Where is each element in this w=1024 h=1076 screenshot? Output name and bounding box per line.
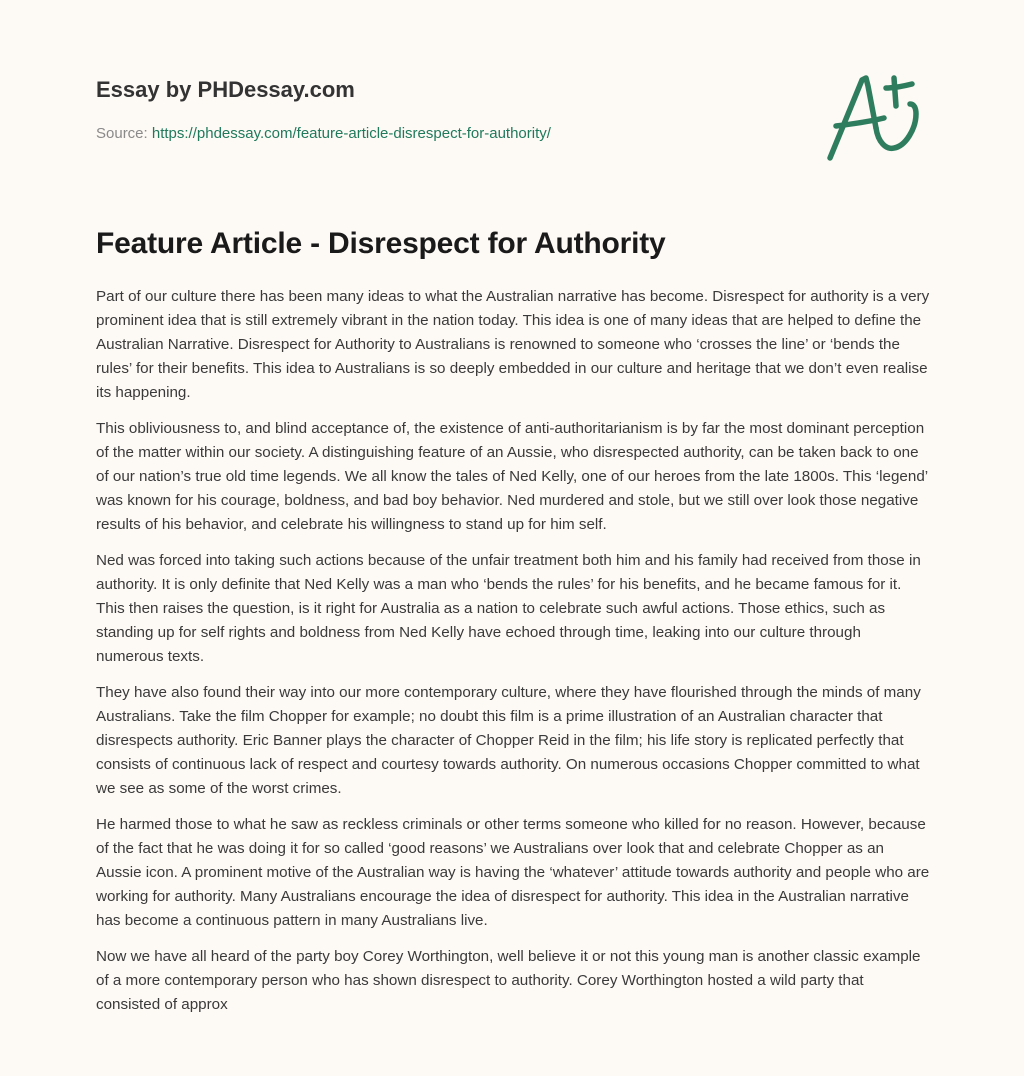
article-title: Feature Article - Disrespect for Authority <box>96 227 666 260</box>
source-line <box>96 124 916 144</box>
source-link[interactable]: https://phdessay.com/feature-article-disrespect-for-authority/ <box>151 125 551 142</box>
essay-header <box>96 76 916 144</box>
source-label: Source: <box>96 125 152 142</box>
a-plus-grade-icon <box>822 66 930 166</box>
paragraph: Now we have all heard of the party boy Corey Worthington, well believe it or not this young man is another classic example of a more contemporary person who has shown disrespect to authority. Corey Worthington hosted a wild party that consisted of approx <box>96 948 921 1013</box>
paragraph: They have also found their way into our more contemporary culture, where they have flourished through the minds of many Australians. Take the film Chopper for example; no doubt this film is a prime illustration of an Australian character that disrespects authority. Eric Banner plays the character of Chopper Reid in the film; his life story is replicated perfectly that consists of continuous lack of respect and courtesy towards authority. On numerous occasions Chopper committed to what we see as some of the worst crimes. <box>96 684 921 797</box>
paragraph: Part of our culture there has been many ideas to what the Australian narrative has become. Disrespect for authority is a very prominent idea that is still extremely vibrant in the nation today. This idea is one of many ideas that are helped to define the Australian Narrative. Disrespect for Authority to Australians is renowned to someone who ‘crosses the line’ or ‘bends the rules’ for their benefits. This idea to Australians is so deeply embedded in our culture and heritage that we don’t even realise its happening. <box>96 288 930 401</box>
paragraph: He harmed those to what he saw as reckless criminals or other terms someone who killed for no reason. However, because of the fact that he was doing it for so called ‘good reasons’ we Australians over look that and celebrate Chopper as an Aussie icon. A prominent motive of the Australian way is having the ‘whatever’ attitude towards authority and people who are working for authority. Many Australians encourage the idea of disrespect for authority. This idea in the Australian narrative has become a continuous pattern in many Australians live. <box>96 816 930 929</box>
brand-title: Essay by PHDessay.com <box>96 77 355 102</box>
paragraph: This obliviousness to, and blind acceptance of, the existence of anti-authoritarianism is by far the most dominant perception of the matter within our society. A distinguishing feature of an Aussie, who disrespected authority, can be taken back to one of our nation’s true old time legends. We all know the tales of Ned Kelly, one of our heroes from the late 1800s. This ‘legend’ was known for his courage, boldness, and bad boy behavior. Ned murdered and stole, but we still over look those negative results of his behavior, and celebrate his willingness to stand up for him self. <box>96 420 928 533</box>
article-body <box>96 285 932 1029</box>
paragraph: Ned was forced into taking such actions because of the unfair treatment both him and his family had received from those in authority. It is only definite that Ned Kelly was a man who ‘bends the rules’ for his benefits, and he became famous for it. This then raises the question, is it right for Australia as a nation to celebrate such awful actions. Those ethics, such as standing up for self rights and boldness from Ned Kelly have echoed through time, leaking into our culture through numerous texts. <box>96 552 921 665</box>
